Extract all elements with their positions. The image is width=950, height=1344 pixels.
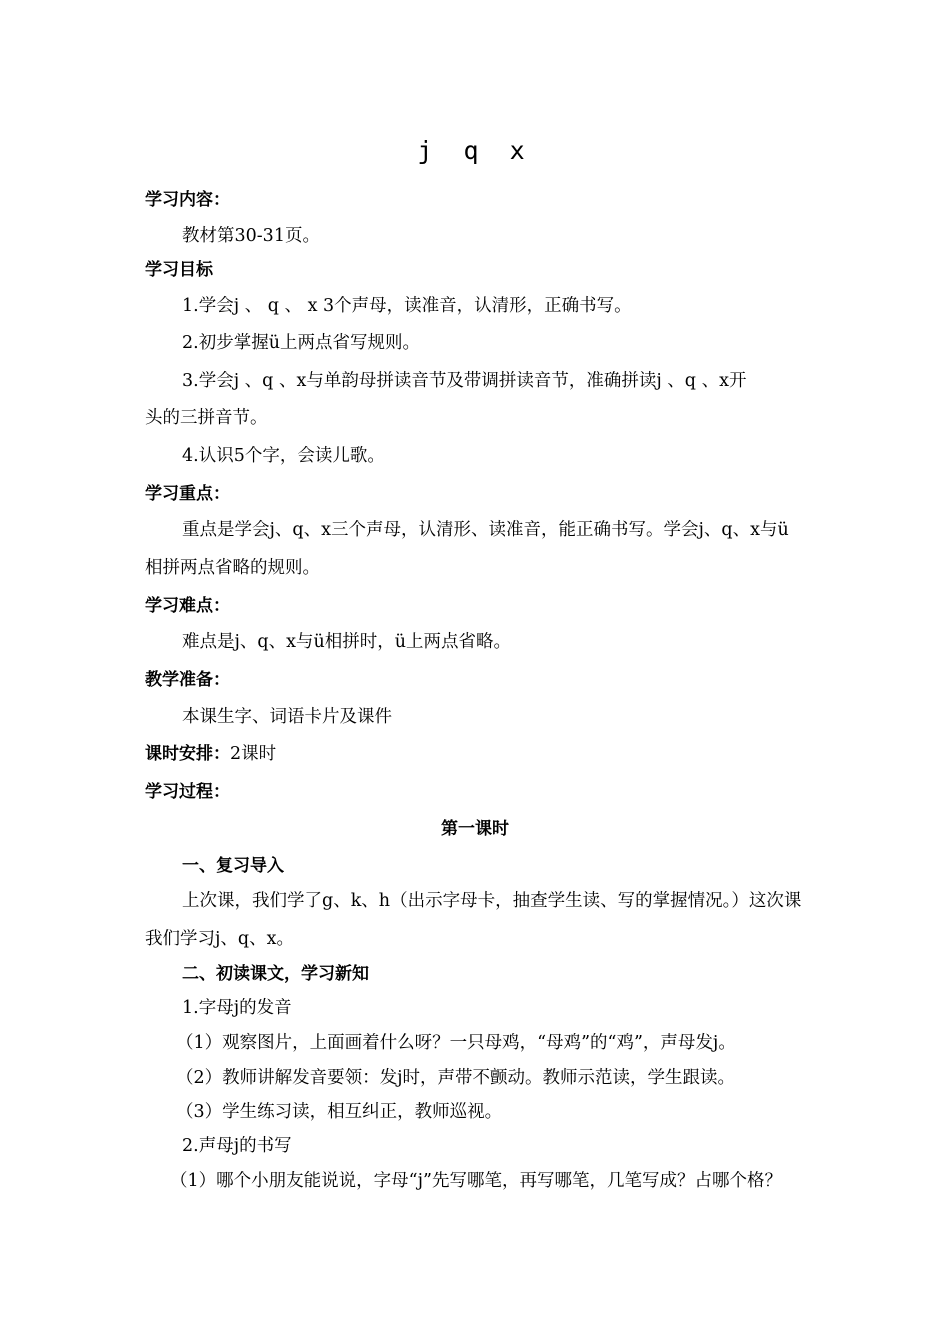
page-title: j q x [417,136,533,165]
preparation-heading: 教学准备： [145,670,230,690]
content-heading: 学习内容： [145,190,230,210]
key-points-text: 重点是学会j、q、x三个声母，认清形、读准音，能正确书写。学会j、q、x与ü [182,520,789,540]
goal-item: 3.学会j 、q 、x与单韵母拼读音节及带调拼读音节，准确拼读j 、q 、x开 [182,371,747,391]
content-text: 教材第30-31页。 [182,226,320,246]
lesson-title: 第一课时 [441,819,509,839]
preparation-text: 本课生字、词语卡片及课件 [182,707,392,727]
difficulty-text: 难点是j、q、x与ü相拼时，ü上两点省略。 [182,632,512,652]
goal-item: 1.学会j 、 q 、 x 3个声母，读准音，认清形，正确书写。 [182,296,632,316]
schedule-text: 2课时 [230,744,277,764]
difficulty-heading: 学习难点： [145,596,230,616]
process-heading: 学习过程： [145,782,230,802]
step-heading: 2.声母j的书写 [182,1136,292,1156]
key-points-heading: 学习重点： [145,484,230,504]
part2-heading: 二、初读课文，学习新知 [182,964,369,984]
part1-text-continued: 我们学习j、q、x。 [145,929,294,949]
goals-heading: 学习目标 [145,260,213,280]
key-points-text-continued: 相拼两点省略的规则。 [145,558,320,578]
part1-heading: 一、复习导入 [182,856,284,876]
goal-item-continued: 头的三拼音节。 [145,408,268,428]
step-item: （1）哪个小朋友能说说，字母“j”先写哪笔，再写哪笔，几笔写成？占哪个格？ [170,1171,782,1191]
goal-item: 2.初步掌握ü上两点省写规则。 [182,333,420,353]
step-heading: 1.字母j的发音 [182,998,292,1018]
part1-text: 上次课，我们学了g、k、h（出示字母卡，抽查学生读、写的掌握情况。）这次课 [182,891,802,911]
step-item: （1）观察图片，上面画着什么呀？一只母鸡，“母鸡”的“鸡”，声母发j。 [176,1033,736,1053]
schedule-heading: 课时安排： [145,744,230,764]
step-item: （2）教师讲解发音要领：发j时，声带不颤动。教师示范读，学生跟读。 [176,1068,736,1088]
step-item: （3）学生练习读，相互纠正，教师巡视。 [176,1102,503,1122]
schedule-line [145,741,276,767]
goal-item: 4.认识5个字，会读儿歌。 [182,446,385,466]
